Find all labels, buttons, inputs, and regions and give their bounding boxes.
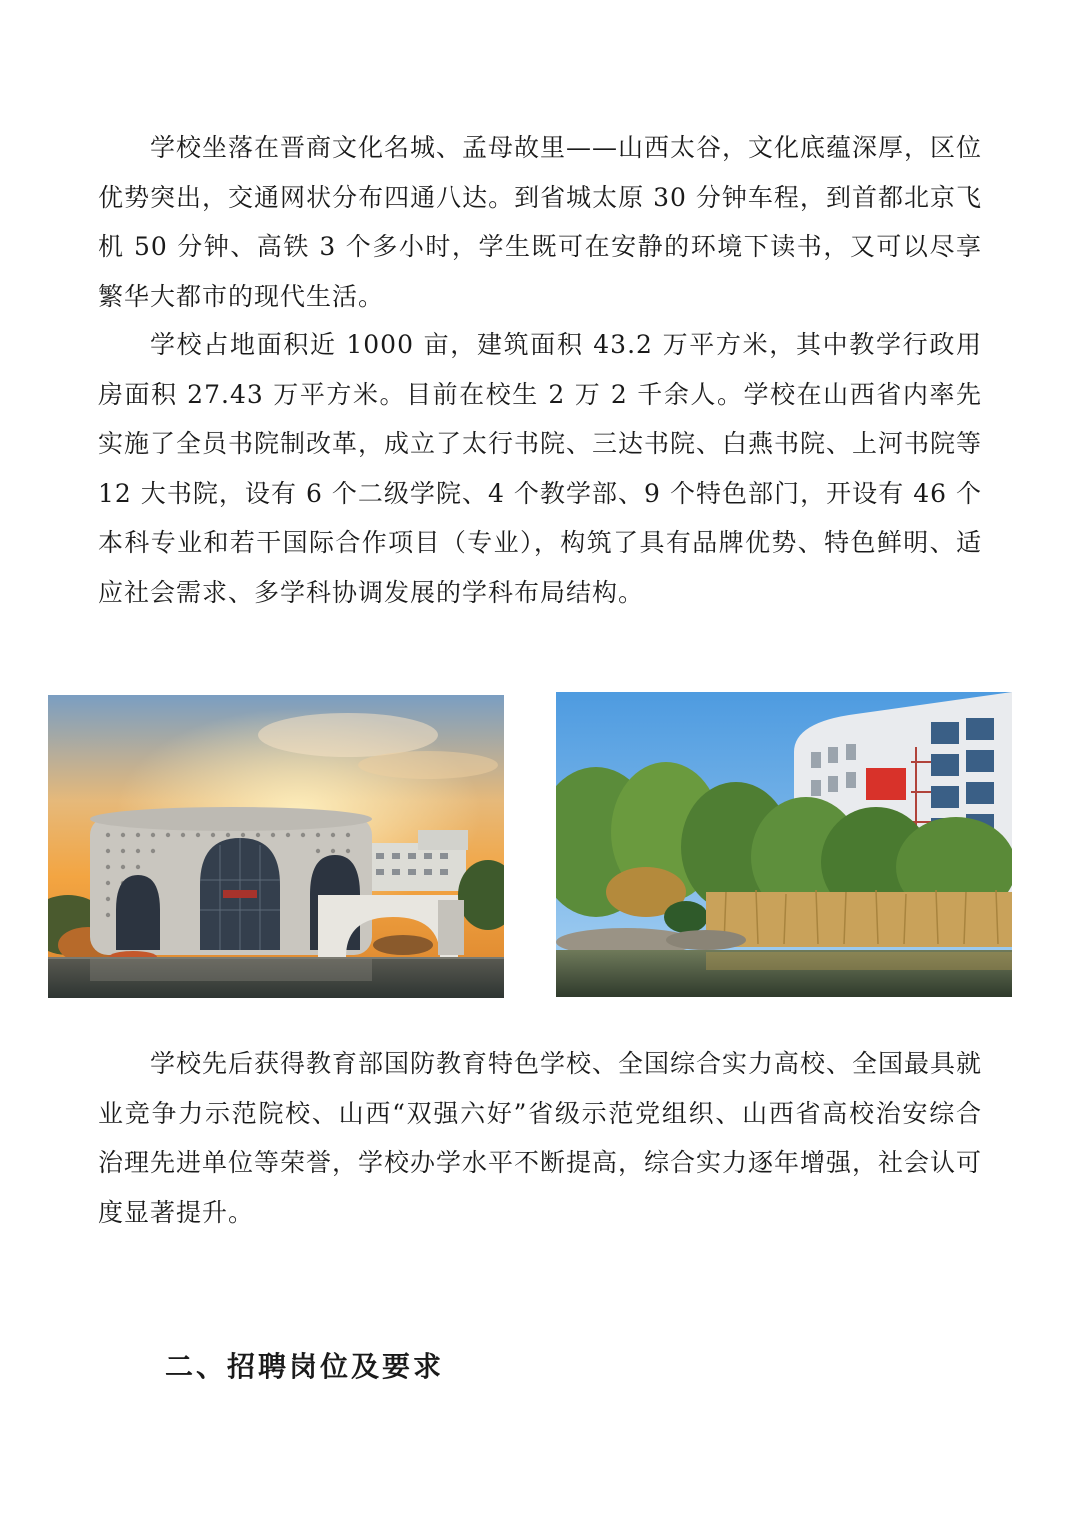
intro-paragraph-location: 学校坐落在晋商文化名城、孟母故里——山西太谷，文化底蕴深厚，区位优势突出，交通网状分布四通八达。到省城太原 30 分钟车程，到首都北京飞机 50 分钟、高铁 3 个多小时，学生既可在安静的环境下读书，又可以尽享繁华大都市的现代生活。 [98, 133, 983, 311]
intro-paragraph-campus: 学校占地面积近 1000 亩，建筑面积 43.2 万平方米，其中教学行政用房面积 27.43 万平方米。目前在校生 2 万 2 千余人。学校在山西省内率先实施了全员书院制改革，成立了太行书院、三达书院、白燕书院、上河书院等 12 大书院，设有 6 个二级学院、4 个教学部、9 个特色部门，开设有 46 个本科专业和若干国际合作项目（专业），构筑了具有品牌优势、特色鲜明、适应社会需求、多学科协调发展的学科布局结构。 [98, 330, 983, 607]
campus-lake-photo [556, 692, 1012, 997]
library-sunset-photo [48, 695, 504, 998]
section-heading-recruitment: 二、招聘岗位及要求 [165, 1350, 445, 1383]
honors-paragraph: 学校先后获得教育部国防教育特色学校、全国综合实力高校、全国最具就业竞争力示范院校、山西“双强六好”省级示范党组织、山西省高校治安综合治理先进单位等荣誉，学校办学水平不断提高，综合实力逐年增强，社会认可度显著提升。 [98, 1049, 983, 1227]
